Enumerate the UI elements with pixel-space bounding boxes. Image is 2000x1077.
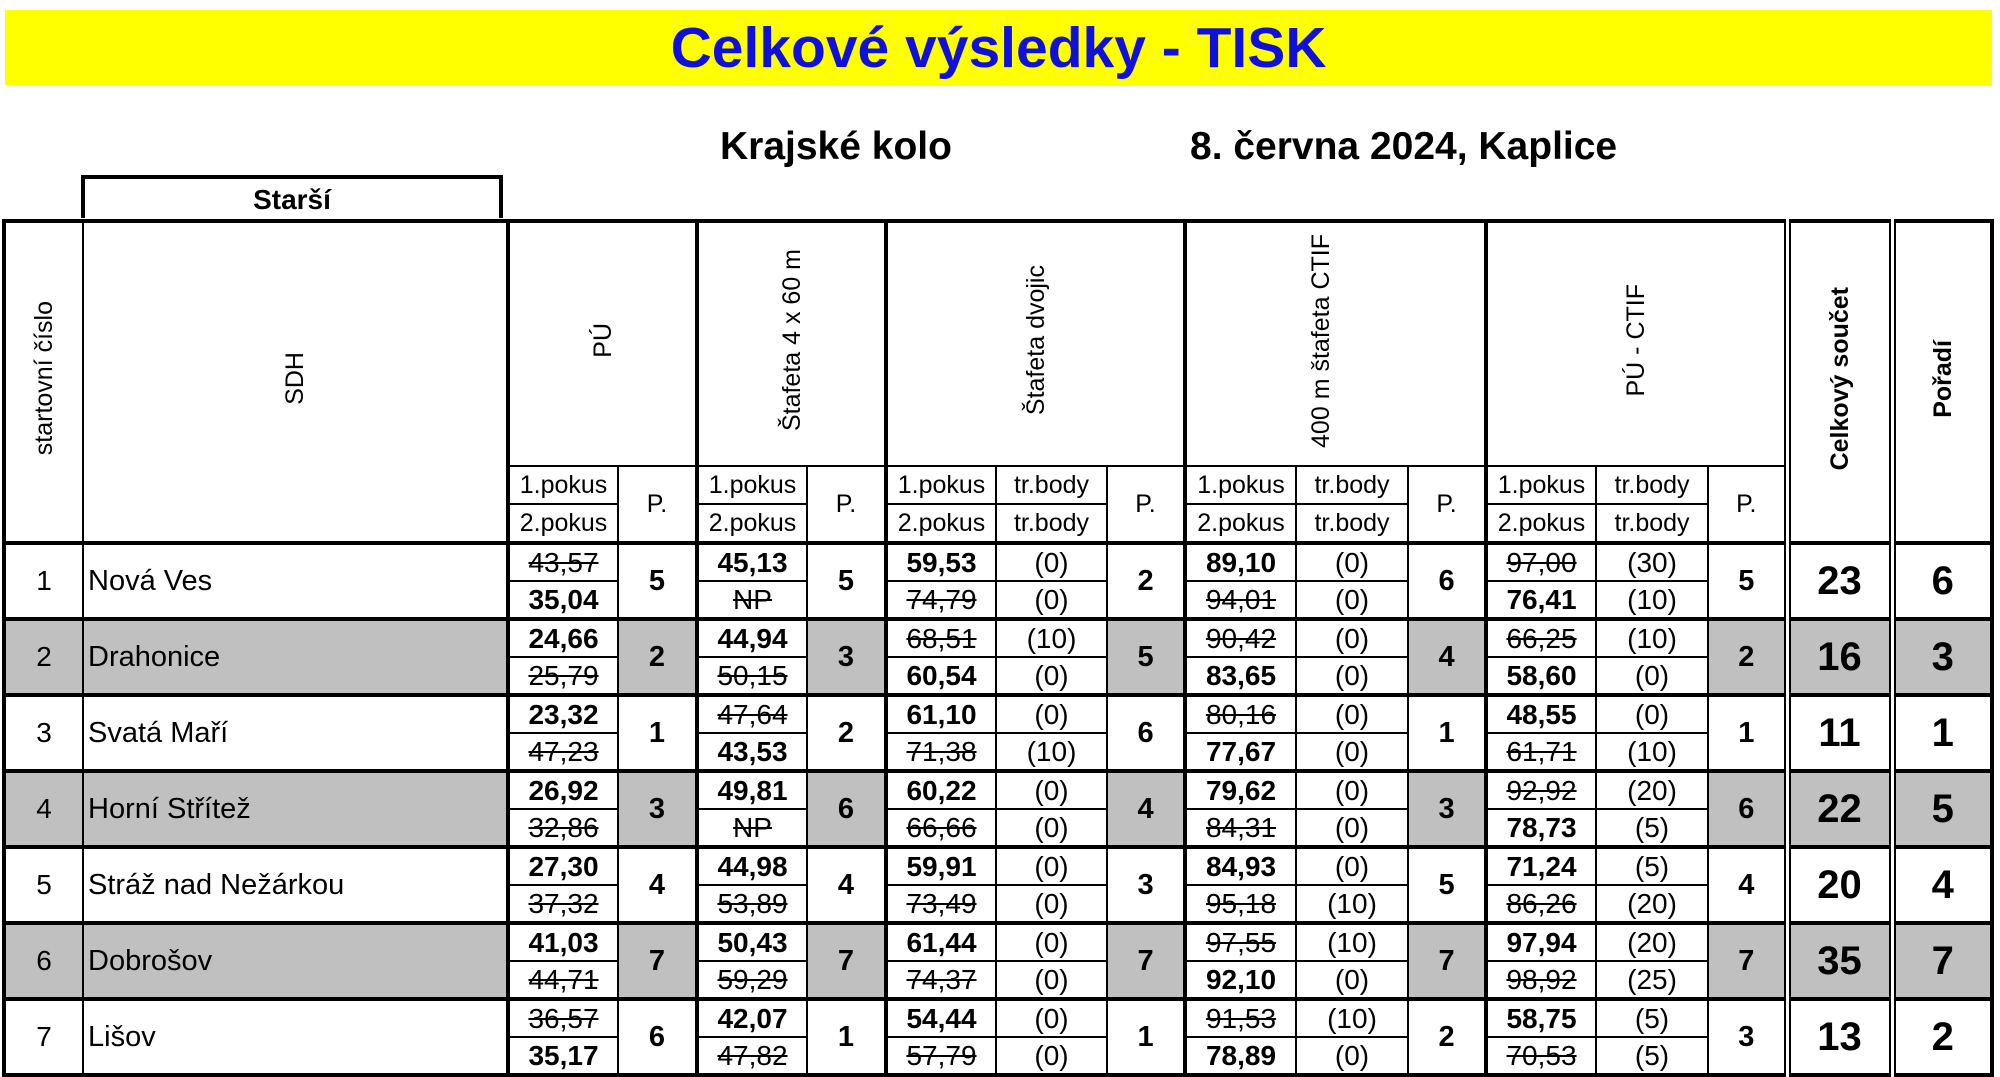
st60-points: 2 <box>807 695 886 771</box>
ctif400-attempt2: 78,89 <box>1185 1037 1296 1075</box>
team-name: Svatá Maří <box>83 695 508 771</box>
st60-attempt1: 44,98 <box>697 847 807 885</box>
results-table <box>2 219 1994 1077</box>
dvojic-points: 2 <box>1107 543 1185 619</box>
ctif400-attempt1: 97,55 <box>1185 923 1296 961</box>
st60-attempt1: 47,64 <box>697 695 807 733</box>
header-penalty: tr.body <box>1296 466 1408 504</box>
pu-points: 2 <box>618 619 697 695</box>
header-penalty: tr.body <box>996 504 1107 543</box>
header-sdh: SDH <box>83 221 508 543</box>
puctif-attempt1: 92,92 <box>1486 771 1596 809</box>
pu-attempt1: 27,30 <box>508 847 618 885</box>
st60-attempt2: 43,53 <box>697 733 807 771</box>
ctif400-penalty1: (10) <box>1296 923 1408 961</box>
puctif-penalty1: (30) <box>1596 543 1708 581</box>
dvojic-attempt2: 73,49 <box>886 885 996 923</box>
ctif400-penalty2: (0) <box>1296 581 1408 619</box>
puctif-penalty1: (20) <box>1596 771 1708 809</box>
final-rank: 4 <box>1892 847 1992 923</box>
pu-attempt2: 37,32 <box>508 885 618 923</box>
header-attempt2: 2.pokus <box>886 504 996 543</box>
dvojic-penalty1: (0) <box>996 695 1107 733</box>
header-attempt1: 1.pokus <box>886 466 996 504</box>
dvojic-penalty1: (10) <box>996 619 1107 657</box>
dvojic-points: 4 <box>1107 771 1185 847</box>
ctif400-penalty1: (0) <box>1296 847 1408 885</box>
ctif400-attempt1: 84,93 <box>1185 847 1296 885</box>
header-attempt2: 2.pokus <box>508 504 618 543</box>
ctif400-attempt2: 95,18 <box>1185 885 1296 923</box>
st60-attempt2: 59,29 <box>697 961 807 999</box>
start-number: 6 <box>4 923 83 999</box>
header-pu-ctif: PÚ - CTIF <box>1486 221 1787 466</box>
ctif400-attempt1: 89,10 <box>1185 543 1296 581</box>
ctif400-attempt2: 92,10 <box>1185 961 1296 999</box>
ctif400-penalty1: (0) <box>1296 543 1408 581</box>
puctif-attempt1: 58,75 <box>1486 999 1596 1037</box>
final-rank: 3 <box>1892 619 1992 695</box>
table-row <box>4 923 1992 961</box>
dvojic-points: 7 <box>1107 923 1185 999</box>
puctif-attempt1: 66,25 <box>1486 619 1596 657</box>
header-ctif-400: 400 m štafeta CTIF <box>1185 221 1486 466</box>
ctif400-points: 5 <box>1408 847 1486 923</box>
puctif-penalty2: (5) <box>1596 1037 1708 1075</box>
st60-attempt1: 49,81 <box>697 771 807 809</box>
ctif400-attempt2: 77,67 <box>1185 733 1296 771</box>
table-row <box>4 847 1992 885</box>
header-attempt1: 1.pokus <box>508 466 618 504</box>
header-penalty: tr.body <box>1296 504 1408 543</box>
pu-attempt1: 41,03 <box>508 923 618 961</box>
team-name: Lišov <box>83 999 508 1075</box>
final-rank: 1 <box>1892 695 1992 771</box>
start-number: 7 <box>4 999 83 1075</box>
ctif400-attempt2: 84,31 <box>1185 809 1296 847</box>
total-score: 16 <box>1787 619 1892 695</box>
puctif-penalty1: (5) <box>1596 847 1708 885</box>
start-number: 5 <box>4 847 83 923</box>
table-row <box>4 771 1992 809</box>
table-row <box>4 999 1992 1037</box>
dvojic-penalty1: (0) <box>996 847 1107 885</box>
ctif400-attempt1: 80,16 <box>1185 695 1296 733</box>
puctif-attempt1: 97,94 <box>1486 923 1596 961</box>
ctif400-penalty2: (0) <box>1296 1037 1408 1075</box>
team-name: Stráž nad Nežárkou <box>83 847 508 923</box>
dvojic-attempt1: 61,44 <box>886 923 996 961</box>
puctif-attempt2: 78,73 <box>1486 809 1596 847</box>
puctif-attempt2: 61,71 <box>1486 733 1596 771</box>
puctif-attempt2: 86,26 <box>1486 885 1596 923</box>
ctif400-penalty1: (0) <box>1296 771 1408 809</box>
start-number: 1 <box>4 543 83 619</box>
header-start-no: startovní číslo <box>4 221 83 543</box>
pu-points: 4 <box>618 847 697 923</box>
dvojic-attempt2: 74,79 <box>886 581 996 619</box>
pu-attempt2: 25,79 <box>508 657 618 695</box>
dvojic-points: 5 <box>1107 619 1185 695</box>
pu-attempt1: 43,57 <box>508 543 618 581</box>
team-name: Nová Ves <box>83 543 508 619</box>
title-banner <box>5 10 1992 85</box>
dvojic-attempt2: 74,37 <box>886 961 996 999</box>
header-points: P. <box>807 466 886 543</box>
dvojic-attempt2: 60,54 <box>886 657 996 695</box>
ctif400-penalty2: (0) <box>1296 657 1408 695</box>
header-points: P. <box>1708 466 1787 543</box>
start-number: 3 <box>4 695 83 771</box>
category-label: Starší <box>81 175 503 218</box>
st60-points: 7 <box>807 923 886 999</box>
ctif400-points: 4 <box>1408 619 1486 695</box>
header-penalty: tr.body <box>996 466 1107 504</box>
table-row <box>4 543 1992 581</box>
ctif400-points: 2 <box>1408 999 1486 1075</box>
pu-attempt2: 32,86 <box>508 809 618 847</box>
puctif-attempt1: 97,00 <box>1486 543 1596 581</box>
puctif-penalty1: (0) <box>1596 695 1708 733</box>
pu-attempt1: 24,66 <box>508 619 618 657</box>
st60-attempt1: 44,94 <box>697 619 807 657</box>
total-score: 11 <box>1787 695 1892 771</box>
dvojic-penalty2: (0) <box>996 885 1107 923</box>
table-row <box>4 695 1992 733</box>
dvojic-penalty1: (0) <box>996 999 1107 1037</box>
puctif-penalty2: (10) <box>1596 581 1708 619</box>
puctif-attempt1: 71,24 <box>1486 847 1596 885</box>
puctif-attempt2: 76,41 <box>1486 581 1596 619</box>
st60-attempt1: 45,13 <box>697 543 807 581</box>
dvojic-attempt2: 66,66 <box>886 809 996 847</box>
st60-points: 1 <box>807 999 886 1075</box>
ctif400-attempt1: 79,62 <box>1185 771 1296 809</box>
team-name: Horní Střítež <box>83 771 508 847</box>
st60-points: 6 <box>807 771 886 847</box>
puctif-attempt2: 98,92 <box>1486 961 1596 999</box>
total-score: 13 <box>1787 999 1892 1075</box>
header-attempt2: 2.pokus <box>1185 504 1296 543</box>
ctif400-attempt1: 90,42 <box>1185 619 1296 657</box>
dvojic-penalty1: (0) <box>996 543 1107 581</box>
puctif-points: 4 <box>1708 847 1787 923</box>
dvojic-penalty2: (0) <box>996 657 1107 695</box>
puctif-penalty1: (10) <box>1596 619 1708 657</box>
table-row <box>4 619 1992 657</box>
dvojic-penalty2: (0) <box>996 961 1107 999</box>
pu-attempt1: 26,92 <box>508 771 618 809</box>
ctif400-points: 6 <box>1408 543 1486 619</box>
st60-attempt2: 47,82 <box>697 1037 807 1075</box>
pu-attempt2: 44,71 <box>508 961 618 999</box>
dvojic-penalty2: (0) <box>996 581 1107 619</box>
header-points: P. <box>618 466 697 543</box>
pu-attempt1: 36,57 <box>508 999 618 1037</box>
ctif400-penalty2: (0) <box>1296 809 1408 847</box>
final-rank: 6 <box>1892 543 1992 619</box>
header-total: Celkový součet <box>1787 221 1892 543</box>
puctif-penalty1: (20) <box>1596 923 1708 961</box>
final-rank: 2 <box>1892 999 1992 1075</box>
event-level: Krajské kolo <box>720 125 952 168</box>
dvojic-attempt1: 59,53 <box>886 543 996 581</box>
header-attempt1: 1.pokus <box>697 466 807 504</box>
puctif-penalty2: (5) <box>1596 809 1708 847</box>
puctif-points: 7 <box>1708 923 1787 999</box>
start-number: 4 <box>4 771 83 847</box>
header-attempt2: 2.pokus <box>1486 504 1596 543</box>
ctif400-penalty1: (0) <box>1296 695 1408 733</box>
puctif-penalty2: (20) <box>1596 885 1708 923</box>
puctif-points: 1 <box>1708 695 1787 771</box>
final-rank: 7 <box>1892 923 1992 999</box>
total-score: 35 <box>1787 923 1892 999</box>
dvojic-points: 6 <box>1107 695 1185 771</box>
dvojic-attempt1: 59,91 <box>886 847 996 885</box>
dvojic-penalty1: (0) <box>996 923 1107 961</box>
ctif400-points: 3 <box>1408 771 1486 847</box>
pu-points: 3 <box>618 771 697 847</box>
st60-points: 3 <box>807 619 886 695</box>
st60-attempt2: 50,15 <box>697 657 807 695</box>
st60-points: 5 <box>807 543 886 619</box>
ctif400-penalty1: (10) <box>1296 999 1408 1037</box>
dvojic-attempt1: 60,22 <box>886 771 996 809</box>
dvojic-attempt2: 71,38 <box>886 733 996 771</box>
pu-attempt2: 47,23 <box>508 733 618 771</box>
puctif-penalty2: (10) <box>1596 733 1708 771</box>
header-attempt1: 1.pokus <box>1486 466 1596 504</box>
pu-attempt2: 35,17 <box>508 1037 618 1075</box>
header-stafeta-dvojic: Štafeta dvojic <box>886 221 1185 466</box>
dvojic-attempt1: 61,10 <box>886 695 996 733</box>
team-name: Dobrošov <box>83 923 508 999</box>
header-attempt1: 1.pokus <box>1185 466 1296 504</box>
ctif400-penalty2: (0) <box>1296 961 1408 999</box>
st60-attempt1: 42,07 <box>697 999 807 1037</box>
header-penalty: tr.body <box>1596 504 1708 543</box>
header-stafeta-60: Štafeta 4 x 60 m <box>697 221 886 466</box>
st60-attempt1: 50,43 <box>697 923 807 961</box>
dvojic-points: 1 <box>1107 999 1185 1075</box>
header-pu: PÚ <box>508 221 697 466</box>
team-name: Drahonice <box>83 619 508 695</box>
puctif-penalty2: (25) <box>1596 961 1708 999</box>
ctif400-attempt2: 94,01 <box>1185 581 1296 619</box>
pu-points: 6 <box>618 999 697 1075</box>
ctif400-penalty2: (0) <box>1296 733 1408 771</box>
dvojic-penalty1: (0) <box>996 771 1107 809</box>
st60-attempt2: 53,89 <box>697 885 807 923</box>
pu-attempt1: 23,32 <box>508 695 618 733</box>
puctif-attempt2: 70,53 <box>1486 1037 1596 1075</box>
st60-attempt2: NP <box>697 581 807 619</box>
puctif-points: 6 <box>1708 771 1787 847</box>
total-score: 23 <box>1787 543 1892 619</box>
dvojic-attempt1: 54,44 <box>886 999 996 1037</box>
header-attempt2: 2.pokus <box>697 504 807 543</box>
dvojic-penalty2: (0) <box>996 809 1107 847</box>
ctif400-attempt2: 83,65 <box>1185 657 1296 695</box>
dvojic-points: 3 <box>1107 847 1185 923</box>
ctif400-points: 7 <box>1408 923 1486 999</box>
ctif400-penalty2: (10) <box>1296 885 1408 923</box>
header-rank: Pořadí <box>1892 221 1992 543</box>
ctif400-penalty1: (0) <box>1296 619 1408 657</box>
puctif-penalty1: (5) <box>1596 999 1708 1037</box>
dvojic-penalty2: (10) <box>996 733 1107 771</box>
header-points: P. <box>1408 466 1486 543</box>
pu-attempt2: 35,04 <box>508 581 618 619</box>
ctif400-attempt1: 91,53 <box>1185 999 1296 1037</box>
pu-points: 7 <box>618 923 697 999</box>
pu-points: 5 <box>618 543 697 619</box>
dvojic-attempt1: 68,51 <box>886 619 996 657</box>
st60-attempt2: NP <box>697 809 807 847</box>
page-title: Celkové výsledky - TISK <box>670 16 1327 80</box>
puctif-attempt2: 58,60 <box>1486 657 1596 695</box>
final-rank: 5 <box>1892 771 1992 847</box>
total-score: 20 <box>1787 847 1892 923</box>
st60-points: 4 <box>807 847 886 923</box>
dvojic-attempt2: 57,79 <box>886 1037 996 1075</box>
puctif-attempt1: 48,55 <box>1486 695 1596 733</box>
pu-points: 1 <box>618 695 697 771</box>
puctif-penalty2: (0) <box>1596 657 1708 695</box>
event-date-place: 8. června 2024, Kaplice <box>1190 125 1618 168</box>
dvojic-penalty2: (0) <box>996 1037 1107 1075</box>
total-score: 22 <box>1787 771 1892 847</box>
puctif-points: 5 <box>1708 543 1787 619</box>
puctif-points: 3 <box>1708 999 1787 1075</box>
header-penalty: tr.body <box>1596 466 1708 504</box>
puctif-points: 2 <box>1708 619 1787 695</box>
start-number: 2 <box>4 619 83 695</box>
ctif400-points: 1 <box>1408 695 1486 771</box>
header-points: P. <box>1107 466 1185 543</box>
